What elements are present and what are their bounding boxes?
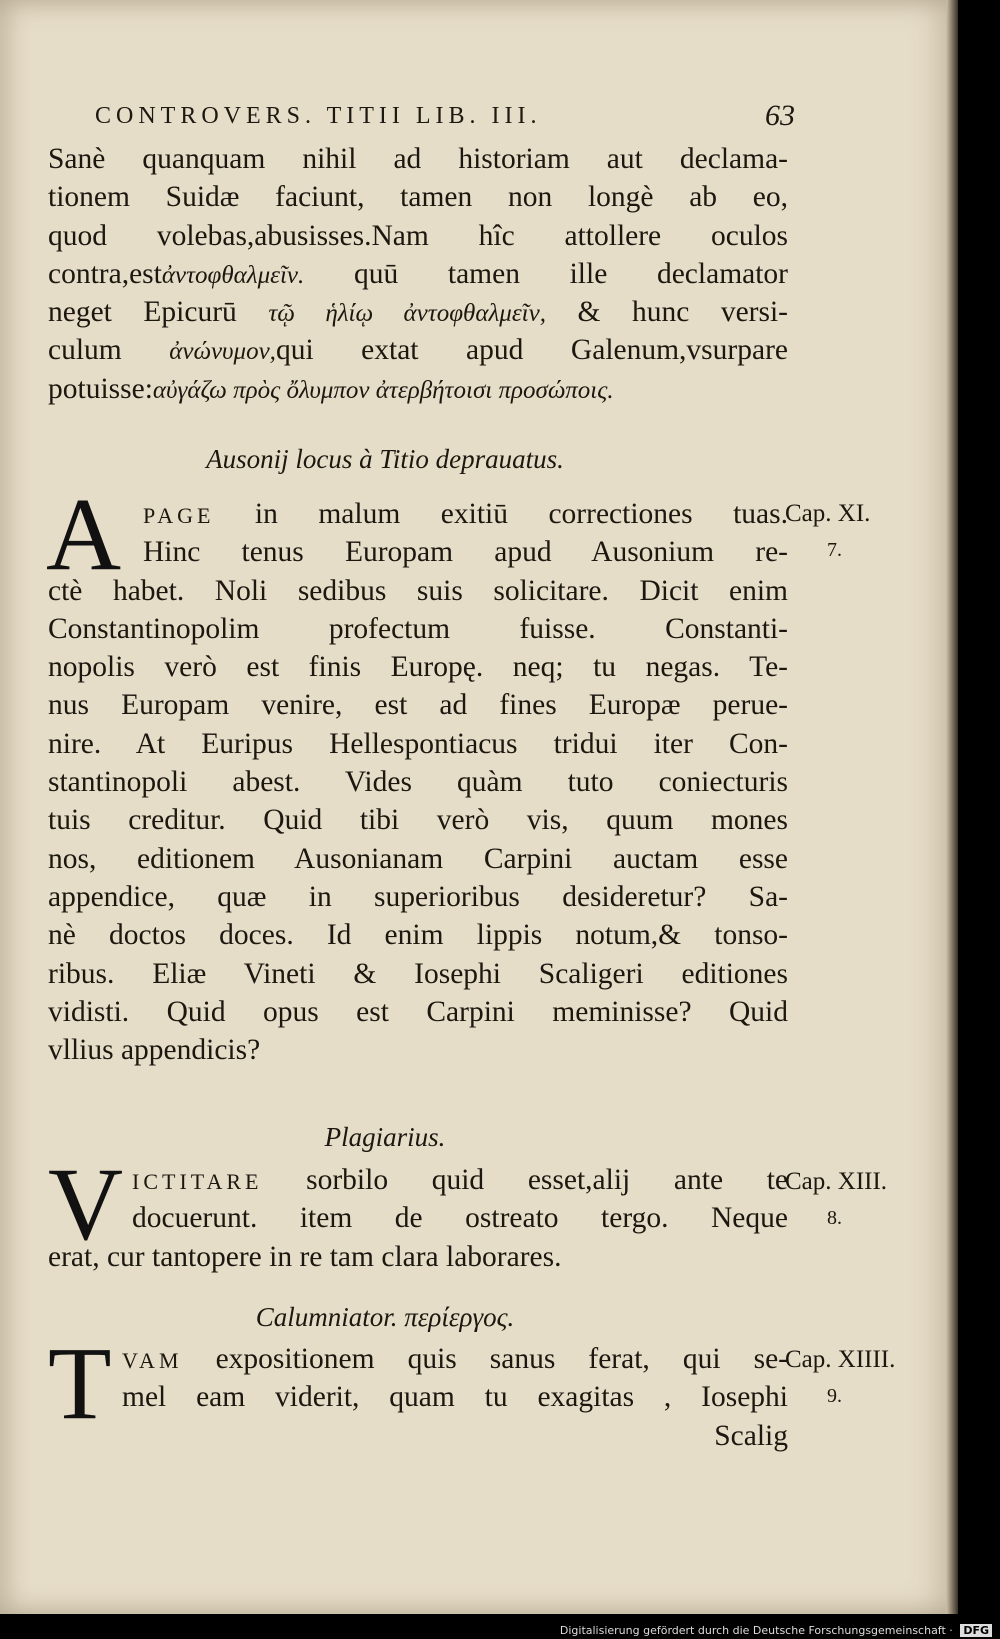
text-line: tionem Suidæ faciunt, tamen non longè ab eo, [48, 181, 788, 214]
text-line: erat, cur tantopere in re tam clara laborares. [48, 1240, 562, 1273]
text-line: neget Epicurū τῷ ἡλίῳ ἀντοφθαλμεῖν, & hunc versi- [48, 296, 788, 329]
dfg-logo: DFG [960, 1624, 992, 1637]
margin-chapter: Cap. XI. [785, 500, 871, 527]
text-line: mel eam viderit, quam tu exagitas , Iosephi [122, 1381, 788, 1414]
greek-verse: αὐγάζω πρὸς ὄλυμπον ἀτερβήτοισι προσώποις. [152, 376, 614, 404]
drop-cap: V [48, 1147, 124, 1262]
margin-number: 9. [827, 1385, 842, 1407]
credit-text: Digitalisierung gefördert durch die Deutsche Forschungsgemeinschaft [559, 1624, 946, 1637]
greek-word: ἀντοφθαλμεῖν. [161, 261, 305, 289]
greek-word: ἀνώνυμον, [169, 338, 276, 366]
text-line: vllius appendicis? [48, 1034, 261, 1067]
text-line: nos, editionem Ausonianam Carpini auctam esse [48, 842, 788, 875]
paragraph-ausonius [46, 477, 788, 1069]
margin-number: 7. [827, 539, 842, 561]
paragraph-plagiarius [48, 1147, 788, 1276]
margin-chapter: Cap. XIIII. [785, 1346, 896, 1373]
greek-word: τῷ ἡλίῳ ἀντοφθαλμεῖν, [268, 300, 546, 328]
text-line: quod volebas,abusisses.Nam hîc attollere oculos [48, 219, 788, 252]
text-line: Hinc tenus Europam apud Ausonium re- [143, 536, 788, 569]
text-line: vidisti. Quid opus est Carpini meminisse? Quid [48, 995, 788, 1028]
running-head [95, 99, 795, 132]
running-title: CONTROVERS. TITII LIB. III. [95, 103, 542, 129]
text-line: potuisse:αὐγάζω πρὸς ὄλυμπον ἀτερβήτοισι προσώποις. [48, 372, 614, 405]
text-line: docuerunt. item de ostreato tergo. Neque [132, 1202, 788, 1235]
text-line: ribus. Eliæ Vineti & Iosephi Scaligeri editiones [48, 957, 788, 990]
page-edge [946, 0, 958, 1614]
paragraph-intro [48, 140, 788, 408]
drop-cap: T [48, 1326, 112, 1441]
text-line: tuis creditur. Quid tibi verò vis, quum mones [48, 804, 788, 837]
text-line: VAM expositionem quis sanus ferat, qui se- [122, 1343, 788, 1375]
text-line: ICTITARE sorbilo quid esset,alij ante te [132, 1164, 788, 1196]
text-line: nè doctos doces. Id enim lippis notum,& tonso- [48, 919, 788, 952]
margin-number: 8. [827, 1207, 842, 1229]
margin-note [785, 1342, 945, 1414]
paragraph-calumniator [48, 1326, 788, 1455]
margin-note [785, 496, 945, 568]
text-line: culum ἀνώνυμον,qui extat apud Galenum,vsurpare [48, 334, 788, 367]
drop-cap: A [46, 477, 122, 592]
section-heading: Calumniator. περίεργος. [255, 1302, 515, 1332]
catchword: Scalig [714, 1419, 788, 1452]
margin-chapter: Cap. XIII. [785, 1168, 888, 1195]
text-line: Constantinopolim profectum fuisse. Constanti- [48, 612, 788, 645]
page-number: 63 [765, 99, 795, 132]
text-line: contra,estἀντοφθαλμεῖν. quū tamen ille declamator [48, 257, 788, 290]
section-heading: Plagiarius. [324, 1122, 446, 1152]
text-line: appendice, quæ in superioribus desideretur? Sa- [48, 880, 788, 913]
margin-note [785, 1164, 945, 1236]
text-line: nire. At Euripus Hellespontiacus tridui iter Con- [48, 727, 788, 760]
text-line: ctè habet. Noli sedibus suis solicitare. Dicit enim [48, 574, 788, 607]
text-line: Sanè quanquam nihil ad historiam aut declama- [48, 143, 788, 175]
text-line: stantinopoli abest. Vides quàm tuto coniecturis [48, 766, 788, 799]
text-line: nopolis verò est finis Europę. neq; tu negas. Te- [48, 651, 788, 684]
text-line: nus Europam venire, est ad fines Europæ perue- [48, 689, 788, 722]
section-heading: Ausonij locus à Titio deprauatus. [206, 444, 564, 474]
text-line: PAGE in malum exitiū correctiones tuas. [143, 498, 788, 530]
digitization-credit: Digitalisierung gefördert durch die Deutsche Forschungsgemeinschaft · DFG [560, 1624, 992, 1637]
